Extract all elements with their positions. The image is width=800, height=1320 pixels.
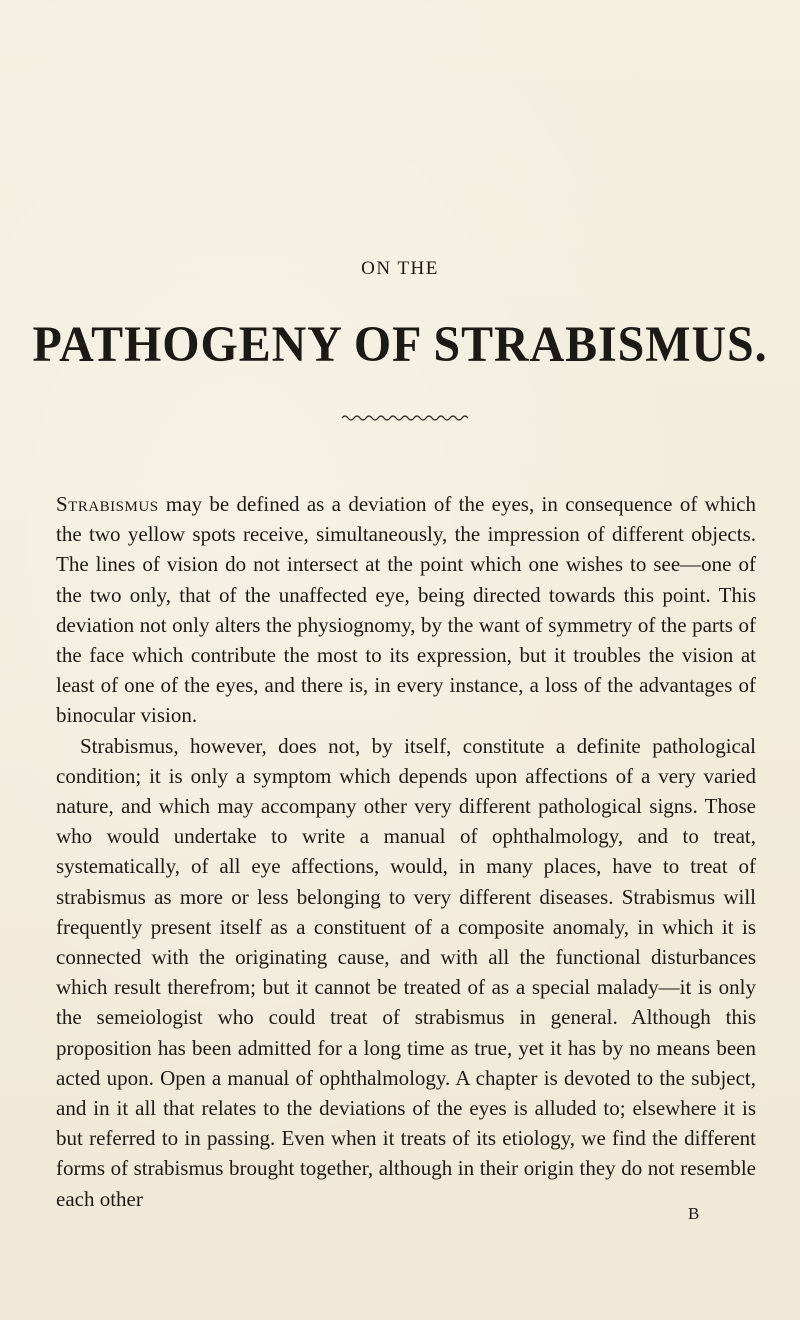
lead-word: Strabismus [56, 492, 159, 516]
pre-title: ON THE [361, 258, 439, 279]
page-title: PATHOGENY OF STRABISMUS. [32, 317, 768, 373]
wavy-rule-ornament [340, 412, 470, 424]
paragraph-text: Strabismus, however, does not, by itself, constitute a definite pathological condition; it is only a symptom which depends upon affections of a very varied nature, and which may accompany other very different pathological signs. Those who would undertake to write a manual of ophthalmology, and to treat, systematically, of all eye affections, would, in many places, have to treat of strabismus as more or less belonging to very different diseases. Strabismus will frequently present itself as a constituent of a composite anomaly, in which it is connected with the originating cause, and with all the functional disturbances which result therefrom; but it cannot be treated of as a special malady—it is only the semeiologist who could treat of strabismus in general. Although this proposition has been admitted for a long time as true, yet it has by no means been acted upon. Open a manual of ophthalmology. A chapter is devoted to the subject, and in it all that relates to the deviations of the eyes is alluded to; elsewhere it is but referred to in passing. Even when it treats of its etiology, we find the different forms of strabismus brought together, although in their origin they do not resemble each other [56, 733, 756, 1211]
paragraph [56, 731, 756, 1214]
paragraph [56, 489, 756, 731]
signature-mark: B [688, 1204, 700, 1223]
body-text [56, 489, 756, 1214]
paragraph-text: may be defined as a deviation of the eyes, in consequence of which the two yellow spots receive, simultaneously, the impression of different objects. The lines of vision do not intersect at the point which one wishes to see—one of the two only, that of the unaffected eye, being directed towards this point. This deviation not only alters the physiognomy, by the want of symmetry of the parts of the face which contribute the most to its expression, but it troubles the vision at least of one of the eyes, and there is, in every instance, a loss of the advantages of binocular vision. [56, 492, 756, 728]
